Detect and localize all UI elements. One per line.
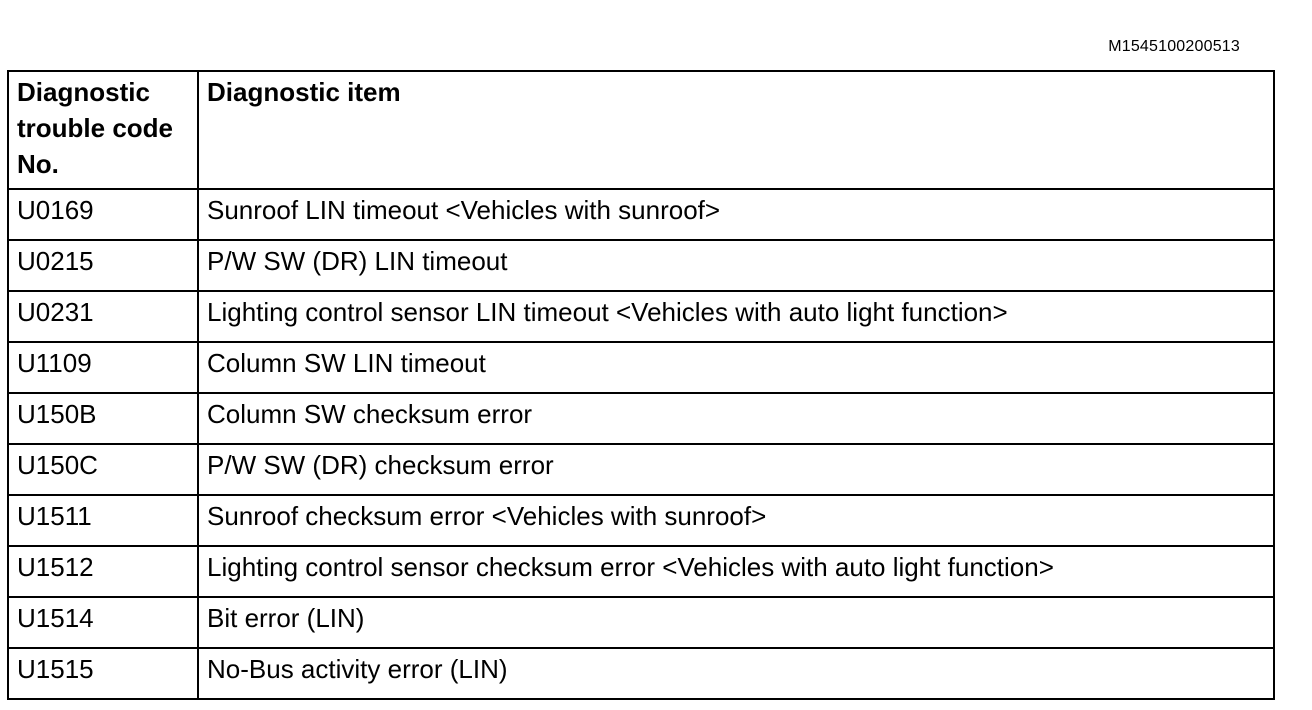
row-code: U150B [8, 393, 198, 444]
table-row [8, 495, 1274, 546]
table-row [8, 189, 1274, 240]
row-item: P/W SW (DR) checksum error [198, 444, 1274, 495]
header-item: Diagnostic item [198, 71, 1274, 189]
row-code: U0169 [8, 189, 198, 240]
row-code: U1514 [8, 597, 198, 648]
table-row [8, 240, 1274, 291]
row-item: No-Bus activity error (LIN) [198, 648, 1274, 699]
row-code: U1515 [8, 648, 198, 699]
row-item: Lighting control sensor checksum error <Vehicles with auto light function> [198, 546, 1274, 597]
row-code: U1109 [8, 342, 198, 393]
table-row [8, 648, 1274, 699]
row-code: U150C [8, 444, 198, 495]
document-id: M1545100200513 [1108, 38, 1240, 55]
row-item: Bit error (LIN) [198, 597, 1274, 648]
table-row [8, 546, 1274, 597]
row-item: Sunroof LIN timeout <Vehicles with sunroof> [198, 189, 1274, 240]
row-item: P/W SW (DR) LIN timeout [198, 240, 1274, 291]
table-row [8, 342, 1274, 393]
table-header-row [8, 71, 1274, 189]
row-item: Column SW LIN timeout [198, 342, 1274, 393]
row-code: U0215 [8, 240, 198, 291]
row-code: U1511 [8, 495, 198, 546]
table-row [8, 393, 1274, 444]
row-item: Lighting control sensor LIN timeout <Vehicles with auto light function> [198, 291, 1274, 342]
header-code [8, 71, 198, 189]
table-row [8, 291, 1274, 342]
row-item: Sunroof checksum error <Vehicles with sunroof> [198, 495, 1274, 546]
row-code: U0231 [8, 291, 198, 342]
table-row [8, 597, 1274, 648]
row-item: Column SW checksum error [198, 393, 1274, 444]
header-code-label: Diagnostic trouble code No. [17, 77, 174, 179]
row-code: U1512 [8, 546, 198, 597]
dtc-table [7, 70, 1275, 700]
table-row [8, 444, 1274, 495]
